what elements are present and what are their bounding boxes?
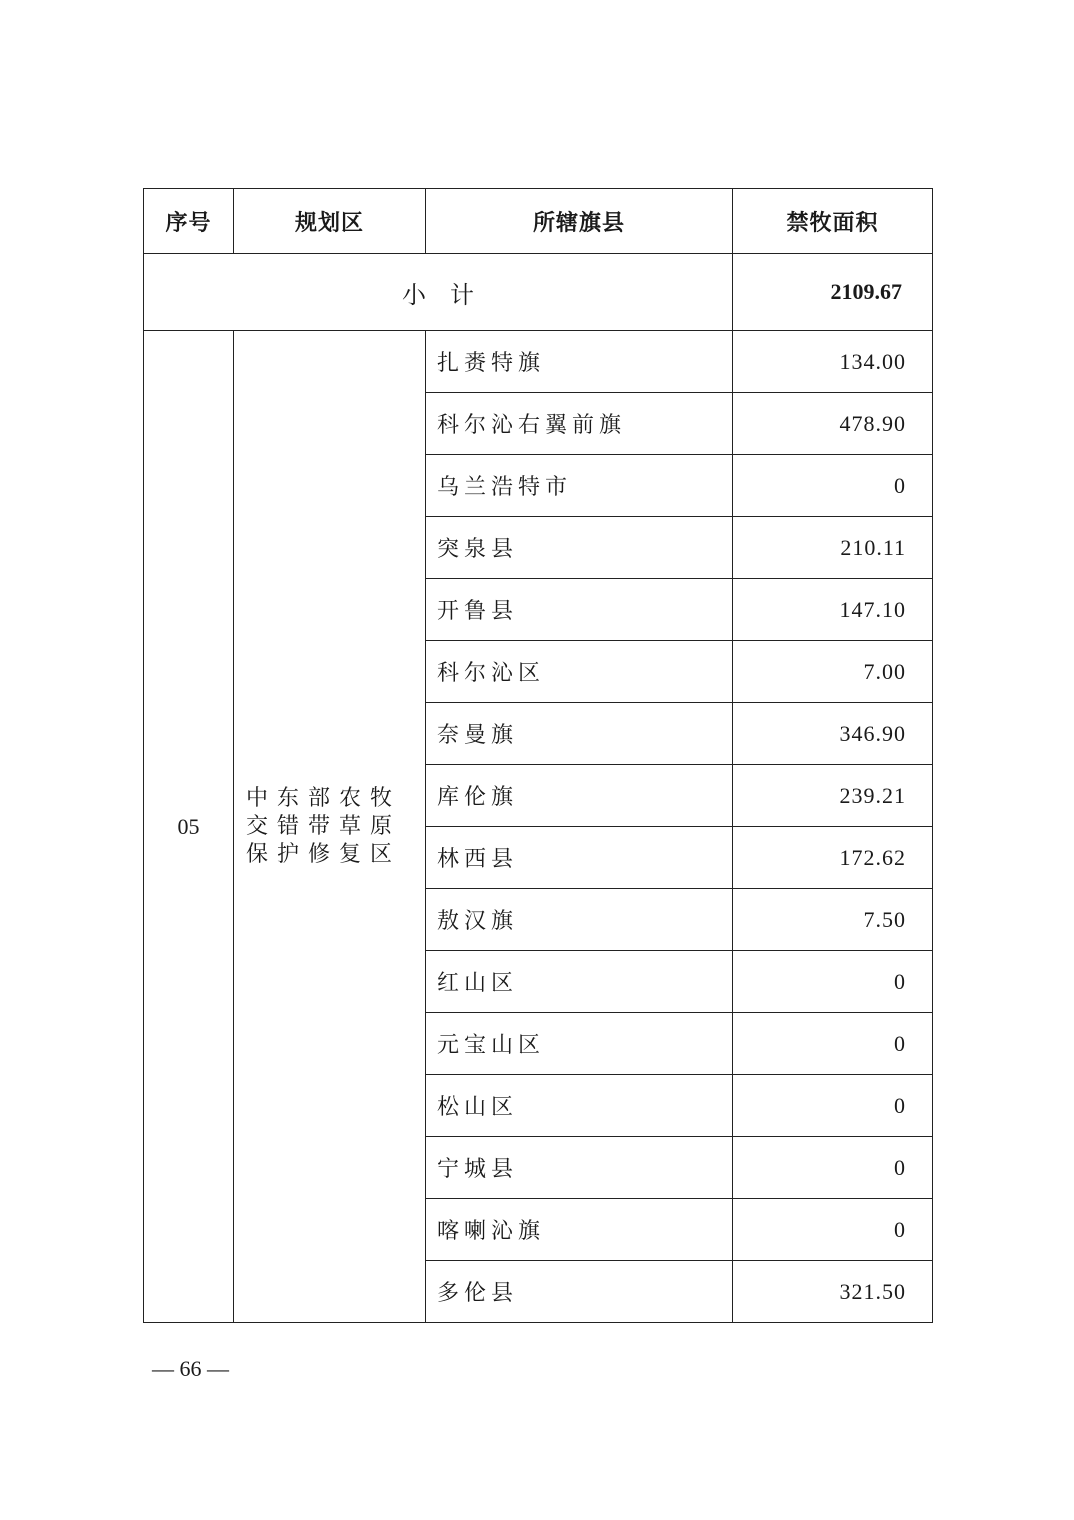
- county-cell: 喀喇沁旗: [426, 1199, 733, 1261]
- header-county: 所辖旗县: [426, 189, 733, 254]
- area-cell: 239.21: [733, 765, 933, 827]
- header-area: 禁牧面积: [733, 189, 933, 254]
- county-cell: 元宝山区: [426, 1013, 733, 1075]
- county-cell: 松山区: [426, 1075, 733, 1137]
- area-cell: 0: [733, 951, 933, 1013]
- area-cell: 147.10: [733, 579, 933, 641]
- area-cell: 321.50: [733, 1261, 933, 1323]
- page-number: — 66 —: [152, 1356, 229, 1381]
- area-cell: 346.90: [733, 703, 933, 765]
- header-seq: 序号: [144, 189, 234, 254]
- area-cell: 478.90: [733, 393, 933, 455]
- county-cell: 科尔沁右翼前旗: [426, 393, 733, 455]
- area-cell: 210.11: [733, 517, 933, 579]
- county-cell: 科尔沁区: [426, 641, 733, 703]
- county-cell: 多伦县: [426, 1261, 733, 1323]
- header-row: [144, 189, 933, 254]
- area-cell: 134.00: [733, 331, 933, 393]
- area-cell: 0: [733, 1199, 933, 1261]
- county-cell: 奈曼旗: [426, 703, 733, 765]
- header-region: 规划区: [234, 189, 426, 254]
- county-cell: 突泉县: [426, 517, 733, 579]
- subtotal-value: 2109.67: [733, 254, 933, 331]
- table-row: [144, 331, 933, 393]
- area-cell: 0: [733, 1075, 933, 1137]
- county-cell: 林西县: [426, 827, 733, 889]
- county-cell: 宁城县: [426, 1137, 733, 1199]
- county-cell: 扎赉特旗: [426, 331, 733, 393]
- area-cell: 0: [733, 1137, 933, 1199]
- area-cell: 0: [733, 1013, 933, 1075]
- county-cell: 乌兰浩特市: [426, 455, 733, 517]
- subtotal-label: 小计: [144, 254, 733, 331]
- county-cell: 开鲁县: [426, 579, 733, 641]
- county-cell: 敖汉旗: [426, 889, 733, 951]
- area-cell: 0: [733, 455, 933, 517]
- group-region: 中东部农牧交错带草原保护修复区: [234, 331, 426, 1323]
- county-cell: 库伦旗: [426, 765, 733, 827]
- county-cell: 红山区: [426, 951, 733, 1013]
- area-cell: 172.62: [733, 827, 933, 889]
- grazing-ban-table: [143, 188, 933, 1323]
- group-seq: 05: [144, 331, 234, 1323]
- area-cell: 7.00: [733, 641, 933, 703]
- subtotal-row: [144, 254, 933, 331]
- area-cell: 7.50: [733, 889, 933, 951]
